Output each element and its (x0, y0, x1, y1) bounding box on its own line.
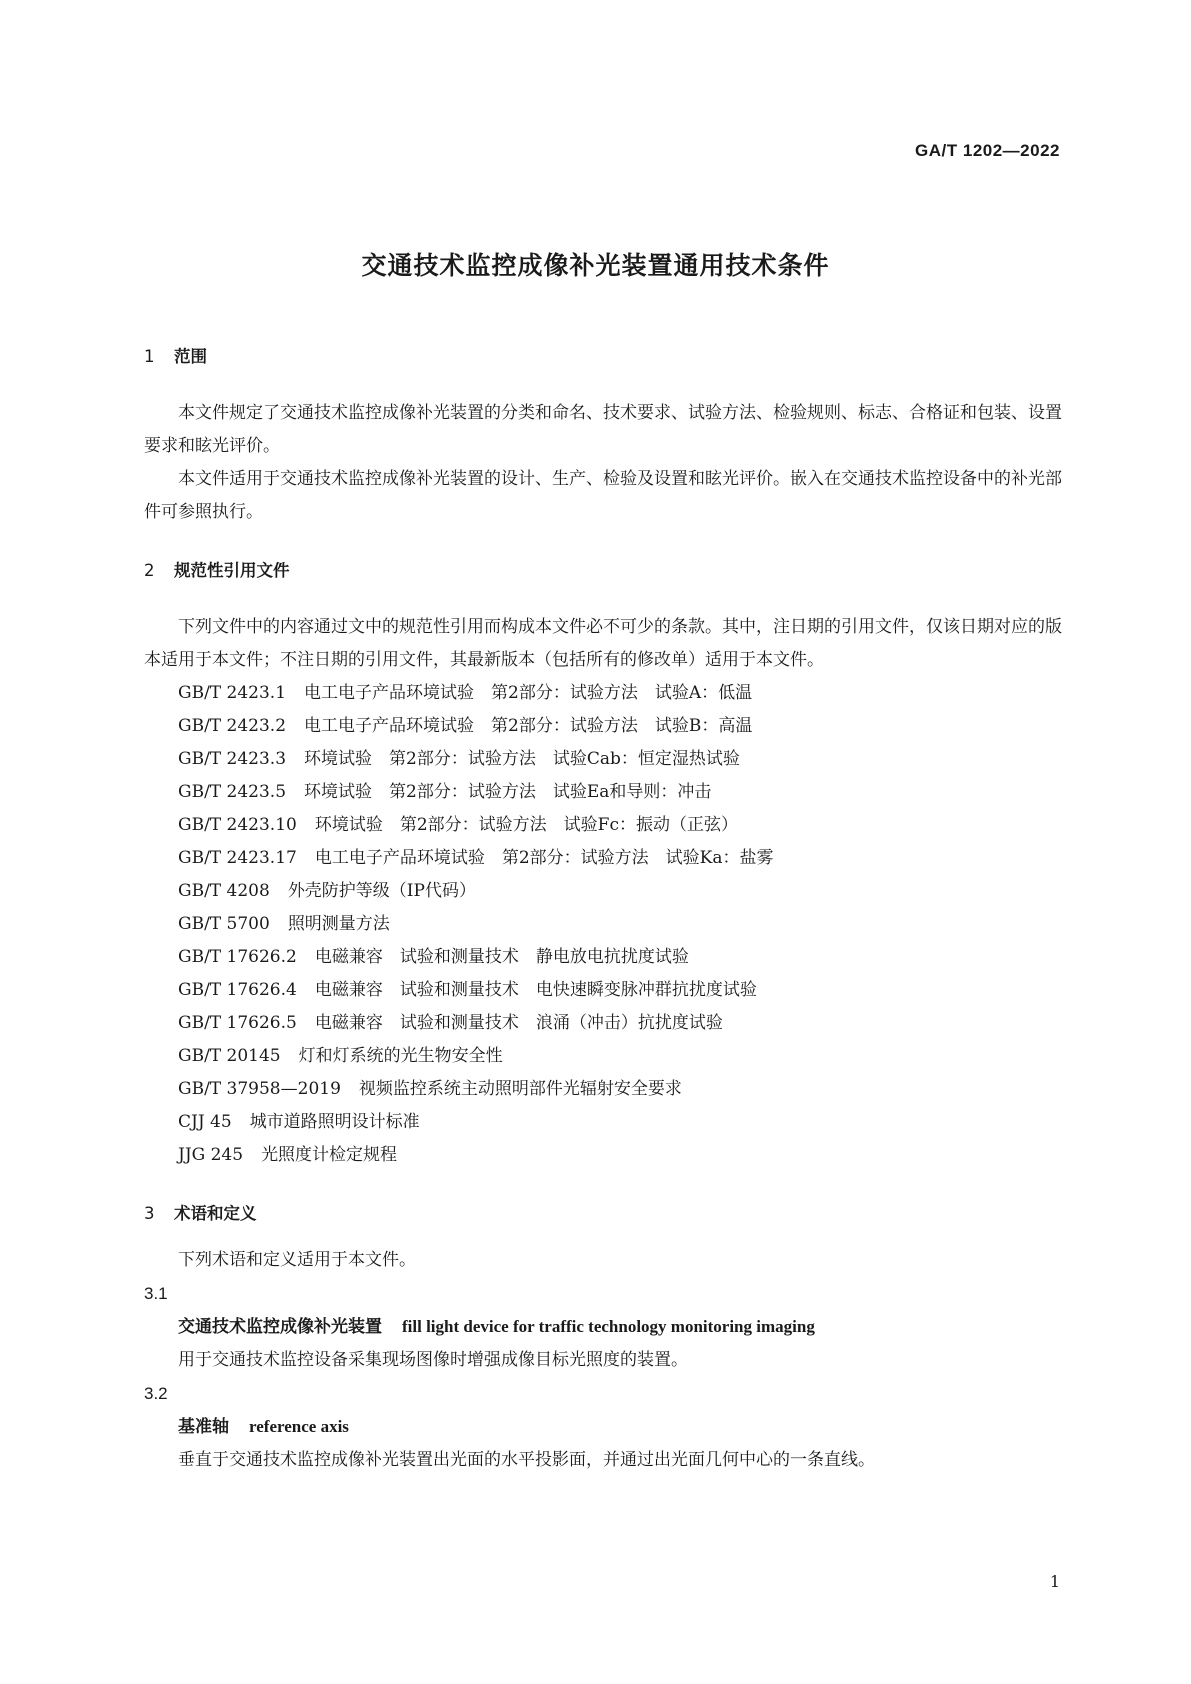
term-definition: 用于交通技术监控设备采集现场图像时增强成像目标光照度的装置。 (178, 1350, 688, 1370)
term-heading (144, 1410, 1062, 1444)
reference-item (144, 677, 1062, 710)
reference-code: GB/T 2423.2 (178, 716, 287, 736)
section-heading-scope (144, 345, 1062, 369)
reference-title: 光照度计检定规程 (261, 1145, 398, 1165)
reference-item (144, 908, 1062, 941)
reference-item (144, 941, 1062, 974)
reference-item (144, 743, 1062, 776)
reference-item (144, 710, 1062, 743)
reference-title: 电磁兼容 试验和测量技术 浪涌（冲击）抗扰度试验 (314, 1013, 723, 1033)
section-title: 术语和定义 (174, 1204, 257, 1223)
reference-item (144, 842, 1062, 875)
reference-code: GB/T 2423.17 (178, 848, 297, 868)
term-definition: 垂直于交通技术监控成像补光装置出光面的水平投影面，并通过出光面几何中心的一条直线。 (178, 1450, 875, 1470)
reference-title: 照明测量方法 (287, 914, 390, 934)
standard-number: GA/T 1202—2022 (915, 141, 1060, 160)
section-number: 3 (144, 1204, 155, 1223)
reference-code: CJJ 45 (178, 1112, 232, 1132)
terms-intro: 下列术语和定义适用于本文件。 (178, 1250, 416, 1270)
term-entry (144, 1377, 1062, 1477)
reference-item (144, 1073, 1062, 1106)
reference-item (144, 809, 1062, 842)
reference-title: 环境试验 第2部分：试验方法 试验Fc：振动（正弦） (314, 815, 738, 835)
section-title: 范围 (174, 347, 207, 366)
reference-item (144, 1040, 1062, 1073)
term-chinese: 基准轴 (178, 1417, 229, 1437)
reference-title: 电磁兼容 试验和测量技术 电快速瞬变脉冲群抗扰度试验 (314, 980, 757, 1000)
reference-title: 电工电子产品环境试验 第2部分：试验方法 试验A：低温 (304, 683, 753, 703)
reference-item (144, 875, 1062, 908)
reference-code: GB/T 37958—2019 (178, 1079, 341, 1099)
reference-code: GB/T 20145 (178, 1046, 281, 1066)
reference-item (144, 1106, 1062, 1139)
reference-code: GB/T 2423.10 (178, 815, 297, 835)
reference-item (144, 1139, 1062, 1172)
references-intro: 下列文件中的内容通过文中的规范性引用而构成本文件必不可少的条款。其中，注日期的引用文件，仅该日期对应的版本适用于本文件；不注日期的引用文件，其最新版本（包括所有的修改单）适用于本文件。 (144, 617, 1062, 670)
reference-code: JJG 245 (178, 1145, 244, 1165)
reference-title: 电工电子产品环境试验 第2部分：试验方法 试验B：高温 (304, 716, 753, 736)
document-body (144, 345, 1062, 1477)
reference-code: GB/T 17626.5 (178, 1013, 297, 1033)
term-entry (144, 1277, 1062, 1377)
section-heading-terms (144, 1202, 1062, 1226)
reference-list (144, 677, 1062, 1172)
reference-title: 城市道路照明设计标准 (249, 1112, 420, 1132)
reference-title: 视频监控系统主动照明部件光辐射安全要求 (358, 1079, 682, 1099)
reference-title: 外壳防护等级（IP代码） (287, 881, 476, 901)
reference-code: GB/T 5700 (178, 914, 270, 934)
reference-title: 灯和灯系统的光生物安全性 (298, 1046, 503, 1066)
reference-code: GB/T 2423.3 (178, 749, 287, 769)
page-number: 1 (1049, 1572, 1060, 1591)
section-number: 2 (144, 561, 155, 580)
reference-title: 电磁兼容 试验和测量技术 静电放电抗扰度试验 (314, 947, 689, 967)
term-english: fill light device for traffic technology monitoring imaging (402, 1317, 815, 1336)
reference-item (144, 974, 1062, 1007)
term-heading (144, 1310, 1062, 1344)
reference-code: GB/T 2423.5 (178, 782, 287, 802)
reference-title: 环境试验 第2部分：试验方法 试验Ea和导则：冲击 (304, 782, 712, 802)
reference-code: GB/T 17626.2 (178, 947, 297, 967)
reference-code: GB/T 2423.1 (178, 683, 287, 703)
term-number: 3.1 (144, 1284, 168, 1303)
section-title: 规范性引用文件 (174, 561, 290, 580)
reference-title: 电工电子产品环境试验 第2部分：试验方法 试验Ka：盐雾 (314, 848, 774, 868)
reference-code: GB/T 4208 (178, 881, 270, 901)
reference-code: GB/T 17626.4 (178, 980, 297, 1000)
document-title: 交通技术监控成像补光装置通用技术条件 (361, 251, 830, 280)
term-english: reference axis (249, 1417, 349, 1436)
section-heading-references (144, 559, 1062, 583)
scope-paragraph: 本文件适用于交通技术监控成像补光装置的设计、生产、检验及设置和眩光评价。嵌入在交通技术监控设备中的补光部件可参照执行。 (144, 469, 1062, 522)
reference-title: 环境试验 第2部分：试验方法 试验Cab：恒定湿热试验 (304, 749, 740, 769)
section-number: 1 (144, 347, 155, 366)
term-number: 3.2 (144, 1384, 168, 1403)
term-chinese: 交通技术监控成像补光装置 (178, 1317, 382, 1337)
scope-paragraph: 本文件规定了交通技术监控成像补光装置的分类和命名、技术要求、试验方法、检验规则、标志、合格证和包装、设置要求和眩光评价。 (144, 403, 1062, 456)
reference-item (144, 776, 1062, 809)
reference-item (144, 1007, 1062, 1040)
